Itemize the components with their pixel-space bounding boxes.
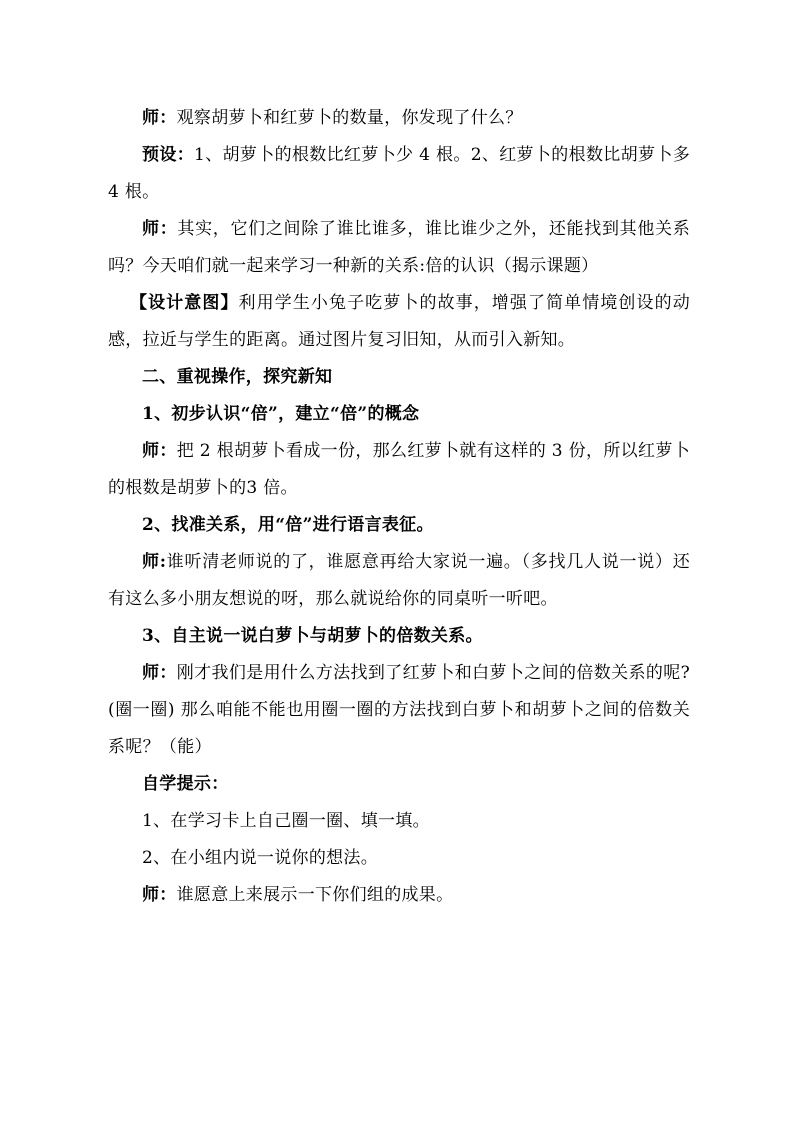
paragraph-text: 把 2 根胡萝卜看成一份，那么红萝卜就有这样的 3 份，所以红萝卜的根数是胡萝卜的3 倍。 [108,441,690,498]
subsection-heading-3 [108,618,690,655]
paragraph-text: 观察胡萝卜和红萝卜的数量，你发现了什么？ [176,108,523,128]
paragraph-text: 其实，它们之间除了谁比谁多，谁比谁少之外，还能找到其他关系吗？今天咱们就一起来学习一种新的关系:倍的认识（揭示课题） [108,219,690,276]
speaker-label: 师： [142,441,177,461]
subsection-heading-text: 2、找准关系，用“倍”进行语言表征。 [142,515,434,535]
paragraph-text: 谁愿意上来展示一下你们组的成果。 [176,885,454,905]
paragraph-text: 1、胡萝卜的根数比红萝卜少 4 根。2、红萝卜的根数比胡萝卜多 4 根。 [108,145,690,202]
tip-item-2 [108,840,690,877]
tip-item-1 [108,803,690,840]
section-heading [108,359,690,396]
subsection-heading-text: 3、自主说一说白萝卜与胡萝卜的倍数关系。 [142,626,483,646]
subsection-heading-1 [108,396,690,433]
tip-text: 2、在小组内说一说你的想法。 [142,848,379,868]
paragraph-9 [108,544,690,618]
paragraph-3 [108,211,690,285]
speaker-label: 师： [142,663,177,683]
self-study-tips-label: 自学提示： [142,774,229,794]
section-heading-text: 二、重视操作，探究新知 [142,367,333,387]
paragraph-4 [108,285,690,359]
speaker-label: 师： [142,885,177,905]
speaker-label: 师： [142,219,178,239]
paragraph-1 [108,100,690,137]
subsection-heading-text: 1、初步认识“倍”，建立“倍”的概念 [142,404,420,424]
paragraph-text: 谁听清老师说的了，谁愿意再给大家说一遍。（多找几人说一说）还有这么多小朋友想说的呀，那么就说给你的同桌听一听吧。 [108,552,690,609]
speaker-label: 预设： [142,145,195,165]
self-study-tips-heading [108,766,690,803]
subsection-heading-2 [108,507,690,544]
design-intent-label: 【设计意图】 [130,293,239,313]
document-body [108,100,690,914]
tip-text: 1、在学习卡上自己圈一圈、填一填。 [142,811,430,831]
speaker-label: 师： [142,108,177,128]
paragraph-2 [108,137,690,211]
paragraph-7 [108,433,690,507]
paragraph-text: 利用学生小兔子吃萝卜的故事，增强了简单情境创设的动感，拉近与学生的距离。通过图片复习旧知，从而引入新知。 [108,293,690,350]
speaker-label: 师: [142,552,167,572]
paragraph-text: 刚才我们是用什么方法找到了红萝卜和白萝卜之间的倍数关系的呢?(圈一圈) 那么咱能不能也用圈一圈的方法找到白萝卜和胡萝卜之间的倍数关系呢？（能） [108,663,690,757]
paragraph-11 [108,655,690,766]
paragraph-15 [108,877,690,914]
